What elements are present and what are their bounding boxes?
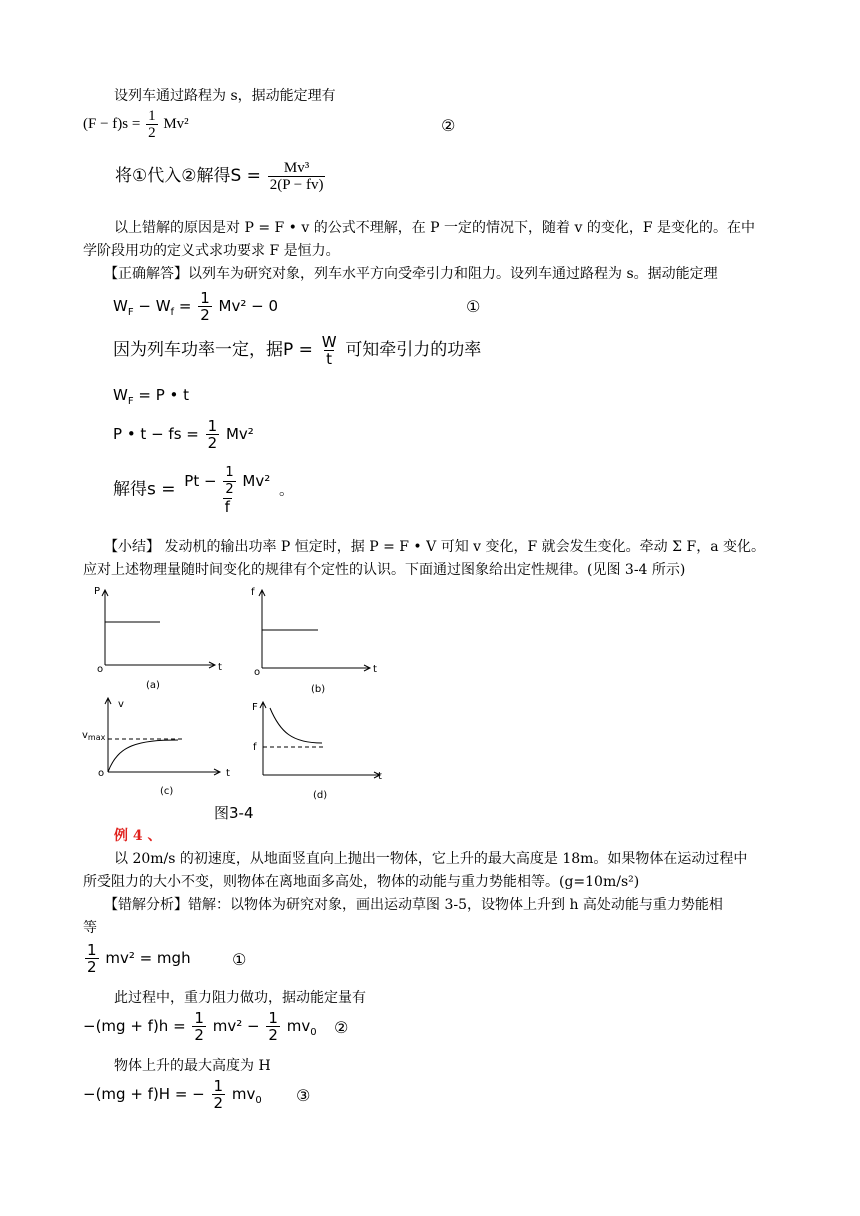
graph-d-x-label: t <box>378 771 382 782</box>
graph-d-y-label: F <box>252 702 258 713</box>
text-line-7: 以 20m/s 的初速度，从地面竖直向上抛出一物体，它上升的最大高度是 18m。如果物体在运动过程中 <box>114 851 748 867</box>
equation-marker-2b: ② <box>334 1018 349 1037</box>
graph-d-f-label: f <box>253 742 257 753</box>
text-line-6: 应对上述物理量随时间变化的规律有个定性的认识。下面通过图象给出定性规律。(见图 3-4 所示) <box>83 562 686 578</box>
graph-a-caption: (a) <box>146 680 160 691</box>
text-line-2: 以上错解的原因是对 P = F • v 的公式不理解，在 P 一定的情况下，随着 v 的变化，F 是变化的。在中 <box>114 220 756 236</box>
graph-c-y-label: v <box>118 699 124 710</box>
graph-c-vmax-label: $v_{max}$ <box>82 730 106 742</box>
text-line-9: 【错解分析】错解：以物体为研究对象，画出运动草图 3-5，设物体上升到 h 高处动能与重力势能相 <box>104 897 723 913</box>
graph-d-caption: (d) <box>313 790 328 801</box>
graph-a-x-label: t <box>218 662 222 673</box>
equation-9: −(mg + f)h = $\frac{1}{2}$ mv² − $\frac{1}{2}$ $mv_0$ <box>83 1009 317 1044</box>
text-line-8: 所受阻力的大小不变，则物体在离地面多高处，物体的动能与重力势能相等。(g=10m/s²) <box>83 874 640 890</box>
equation-marker-3: ③ <box>296 1086 311 1105</box>
equation-1: (F − f)s = $\frac{1}{2}$ Mv² <box>83 108 189 141</box>
graph-c-origin: o <box>98 768 105 779</box>
graph-c-curve <box>108 740 178 772</box>
text-line-3: 学阶段用功的定义式求功要求 F 是恒力。 <box>83 243 340 259</box>
text-line-4: 【正确解答】以列车为研究对象，列车水平方向受牵引力和阻力。设列车通过路程为 s。据动能定理 <box>104 266 718 282</box>
graph-a-y-label: P <box>94 586 101 597</box>
text-line-1: 设列车通过路程为 s，据动能定理有 <box>114 88 336 104</box>
graph-b-origin: o <box>254 667 261 678</box>
graph-d-curve <box>270 708 322 743</box>
graph-b-y-label: f <box>251 587 255 598</box>
graph-b-x-label: t <box>373 664 377 675</box>
equation-marker-2: ② <box>441 116 456 135</box>
graph-c-x-label: t <box>226 768 230 779</box>
equation-5: $W_F = P$ • t <box>113 386 190 407</box>
equation-10: −(mg + f)H = − $\frac{1}{2}$ $mv_0$ <box>83 1077 262 1112</box>
equation-4: 因为列车功率一定，据P = $\frac{W}{t}$ 可知牵引力的功率 <box>113 333 482 368</box>
equation-2: 将①代入②解得S = $\frac{\text{Mv³}}{2(P - fv)}$ <box>115 160 324 193</box>
text-line-12: 物体上升的最大高度为 H <box>114 1058 271 1074</box>
equation-3: $W_F - W_f$ = $\frac{1}{2}$ Mv² − 0 <box>113 289 279 324</box>
text-line-10: 等 <box>83 920 97 936</box>
figure-caption: 图3-4 <box>214 804 254 822</box>
text-line-11: 此过程中，重力阻力做功，据动能定量有 <box>114 990 366 1006</box>
example-heading: 例 4 、 <box>114 828 162 844</box>
graph-b-caption: (b) <box>311 684 326 695</box>
graph-c-caption: (c) <box>160 786 174 797</box>
equation-8: $\frac{1}{2}$ mv² = mgh <box>87 941 191 976</box>
equation-7: 解得s = Pt − $\frac{1}{2}$ Mv² f 。 <box>113 465 295 516</box>
text-line-5: 【小结】 发动机的输出功率 P 恒定时，据 P = F • V 可知 v 变化，F 就会发生变化。牵动 Σ F，a 变化。 <box>104 539 765 555</box>
figure-3-4 <box>80 580 400 825</box>
equation-6: P • t − fs = $\frac{1}{2}$ Mv² <box>113 417 254 452</box>
equation-marker-1: ① <box>466 297 481 316</box>
equation-marker-1b: ① <box>232 950 247 969</box>
graph-a-origin: o <box>97 664 104 675</box>
